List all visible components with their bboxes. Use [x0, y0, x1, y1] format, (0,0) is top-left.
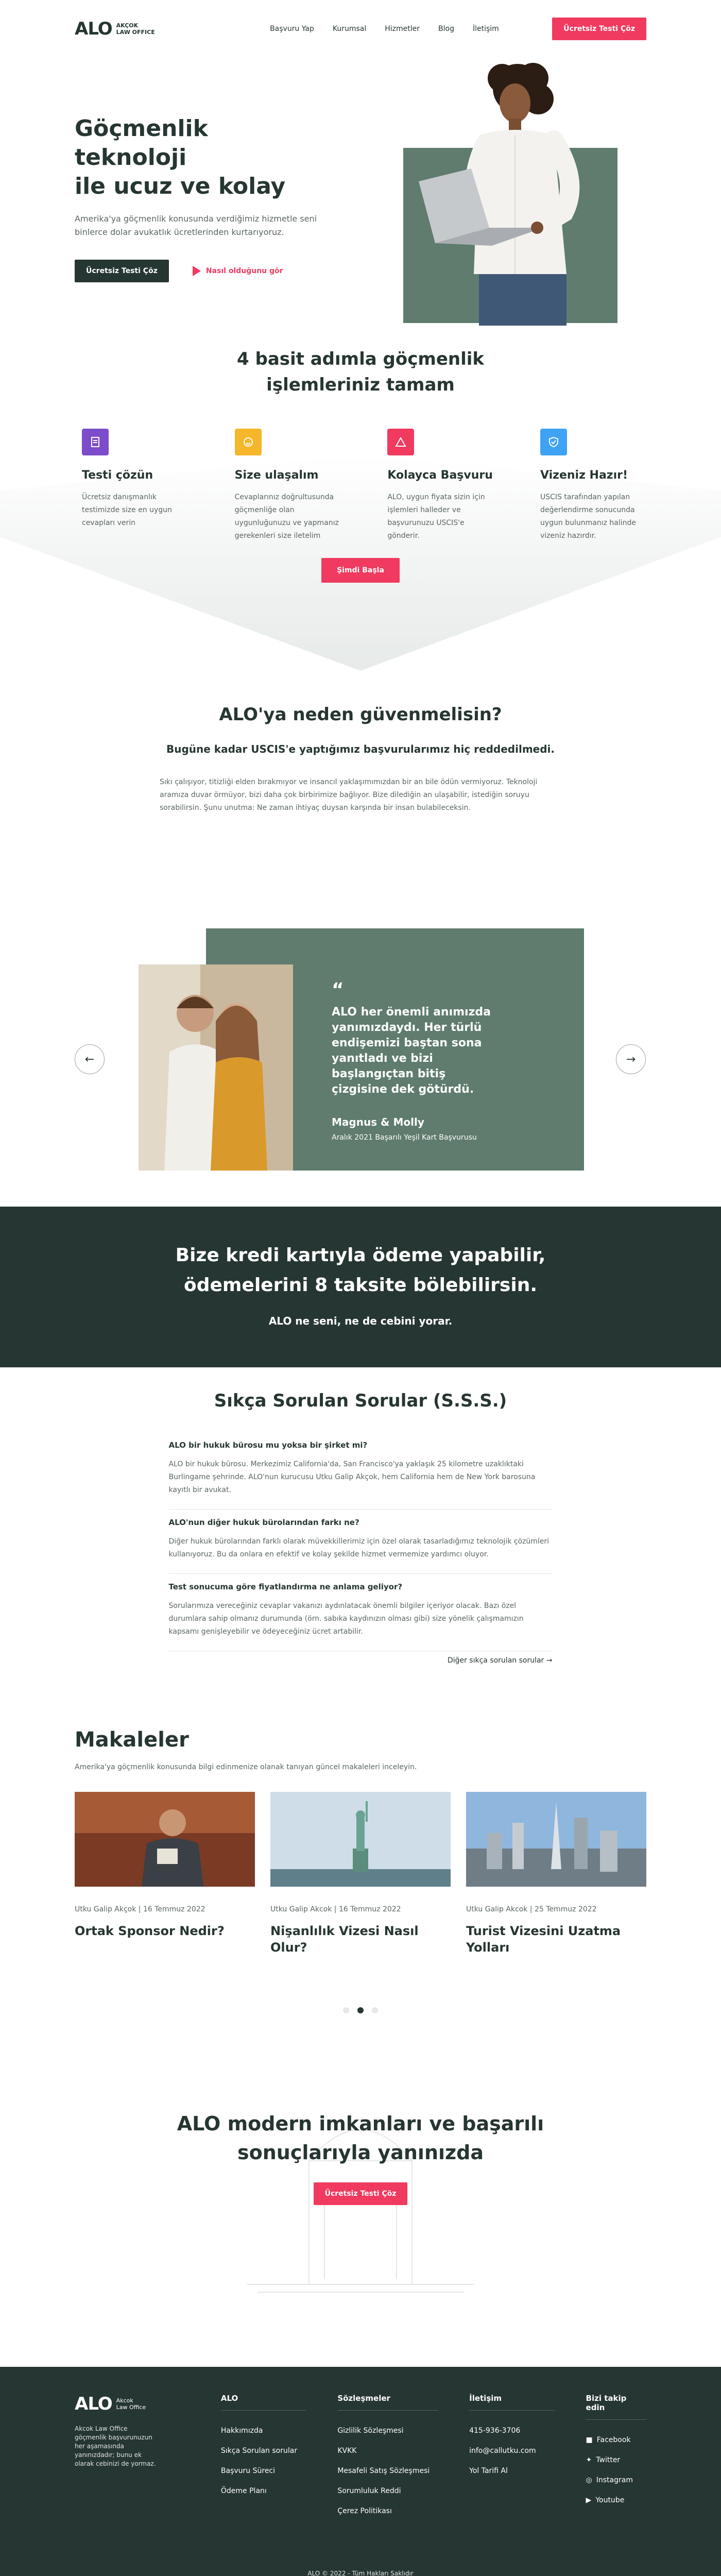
logo-text: AKÇOK LAW OFFICE	[116, 22, 155, 36]
footer-link[interactable]: Çerez Politikası	[337, 2507, 392, 2515]
footer-brand	[75, 2394, 221, 2521]
footer-directions[interactable]: Yol Tarifi Al	[469, 2467, 508, 2475]
footer-link[interactable]: Başvuru Süreci	[220, 2467, 276, 2475]
faq-section	[0, 1367, 721, 1723]
shield-check-icon	[540, 429, 567, 455]
footer-logo[interactable]: ALO Akcok Law Office	[75, 2394, 146, 2414]
copyright: ALO © 2022 - Tüm Hakları Saklıdır	[307, 2570, 414, 2576]
hero-test-button[interactable]: Ücretsiz Testi Çöz	[75, 260, 169, 282]
hero-description: Amerika'ya göçmenlik konusunda verdiğimiz hizmetle seni binlerce dolar avukatlık ücretlerinden kurtarıyoruz.	[75, 214, 317, 237]
article-image	[75, 1792, 255, 1887]
footer-link[interactable]: Hakkımızda	[220, 2427, 263, 2435]
logo[interactable]	[75, 19, 155, 39]
faq-item[interactable]	[169, 1510, 553, 1574]
step-item	[75, 429, 188, 543]
footer-link[interactable]: Sıkça Sorulan sorular	[220, 2447, 298, 2455]
articles-description: Amerika'ya göçmenlik konusunda bilgi edinmenize olanak tanıyan güncel makaleleri inceleyin.	[75, 1763, 417, 1771]
step-title: Vizeniz Hazır!	[540, 469, 628, 482]
trust-text: Sıkı çalışıyor, titizliği elden bırakmıyor ve insancıl yaklaşımımızdan bir an bile ödün vermiyoruz. Teknoloji aramıza duvar örmüyor, bizi daha çok birbirimize bağlıyor. Bize dilediğin an ulaşabilir, istediğin soruyu sorabilirsin. Şunu unutma: Ne zaman ihtiyaç duysan karşında bir insan bulabileceksin.	[160, 778, 538, 812]
faq-question: Test sonucuma göre fiyatlandırma ne anlama geliyor?	[168, 1582, 403, 1591]
article-title: Ortak Sponsor Nedir?	[75, 1924, 225, 1938]
faq-question: ALO bir hukuk bürosu mu yoksa bir şirket mi?	[168, 1440, 368, 1450]
footer-social-instagram[interactable]: ◎ Instagram	[586, 2470, 646, 2490]
faq-title: Sıkça Sorulan Sorular (S.S.S.)	[214, 1391, 507, 1411]
hero-section	[75, 58, 646, 346]
next-arrow-button[interactable]	[616, 1044, 646, 1074]
logo-mark: ALO	[75, 19, 112, 39]
footer-social-facebook[interactable]: ■ Facebook	[586, 2430, 646, 2450]
footer-column-social: Bizi takip edin ■ Facebook ✦ Twitter ◎ Instagram ▶ Youtube	[586, 2394, 646, 2521]
carousel-dot[interactable]	[372, 2007, 378, 2013]
carousel-dot-active[interactable]	[357, 2007, 364, 2013]
steps-section	[0, 346, 721, 681]
nav-item-apply[interactable]: Başvuru Yap	[270, 25, 314, 33]
article-meta: Utku Galip Akcok | 25 Temmuz 2022	[466, 1905, 597, 1913]
article-title: Nişanlılık Vizesi Nasıl Olur?	[270, 1924, 419, 1955]
article-card[interactable]	[270, 1792, 451, 1956]
cta-title: ALO modern imkanları ve başarılı sonuçlarıyla yanınızda	[177, 2112, 544, 2164]
article-title: Turist Vizesini Uzatma Yolları	[466, 1924, 621, 1955]
start-now-button[interactable]: Şimdi Başla	[321, 558, 400, 583]
nav-item-services[interactable]: Hizmetler	[385, 25, 420, 33]
trust-subtitle: Bugüne kadar USCIS'e yaptığımız başvurularımız hiç reddedilmedi.	[166, 743, 555, 755]
footer-link[interactable]: Gizlilik Sözleşmesi	[337, 2427, 404, 2435]
footer-brand-text: Akcok Law Office göçmenlik başvurunuzun her aşamasında yanınızdadır; bunu ek olarak cebinizi de yormaz.	[75, 2425, 156, 2467]
article-image	[270, 1792, 451, 1887]
header-test-button[interactable]: Ücretsiz Testi Çöz	[552, 18, 646, 40]
step-desc: Ücretsiz danışmanlık testimizde size en uygun cevapları verin	[82, 493, 172, 527]
step-item	[533, 429, 646, 543]
payment-subtitle: ALO ne seni, ne de cebini yorar.	[268, 1315, 453, 1327]
faq-item[interactable]	[169, 1574, 553, 1651]
couple-photo	[139, 964, 293, 1171]
testimonial-section	[0, 913, 721, 1207]
article-image	[466, 1792, 646, 1887]
quote-icon: “	[332, 979, 344, 1001]
footer-social-youtube[interactable]: ▶ Youtube	[586, 2490, 646, 2511]
article-card[interactable]	[466, 1792, 646, 1956]
facebook-icon: ■	[586, 2436, 593, 2444]
carousel-dots	[75, 2007, 646, 2013]
arrow-left-icon: ←	[84, 1053, 95, 1066]
footer-link[interactable]: Ödeme Planı	[220, 2487, 267, 2495]
site-footer	[0, 2367, 721, 2576]
step-desc: Cevaplarınız doğrultusunda göçmenliğe olan uygunluğunuzu ve yapmanız gerekenleri size iletelim	[234, 493, 339, 540]
arrow-right-icon: →	[546, 1656, 553, 1665]
step-item	[228, 429, 341, 543]
article-meta: Utku Galip Akçok | 16 Temmuz 2022	[75, 1905, 205, 1913]
prev-arrow-button[interactable]	[75, 1044, 105, 1074]
steps-title: 4 basit adımla göçmenlik işlemleriniz tamam	[236, 349, 485, 395]
footer-phone[interactable]: 415-936-3706	[469, 2427, 521, 2435]
faq-item[interactable]	[169, 1432, 553, 1510]
testimonial-quote: ALO her önemli anımızda yanımızdaydı. Her türlü endişemizi baştan sona yanıtladı ve bizi başlangıçtan bitiş çizgisine dek götürdü.	[332, 1006, 491, 1096]
hero-title: Göçmenlik teknoloji ile ucuz ve kolay	[75, 115, 286, 199]
faq-question: ALO'nun diğer hukuk bürolarından farkı ne?	[168, 1518, 359, 1527]
twitter-icon: ✦	[586, 2456, 592, 2464]
main-nav	[270, 25, 499, 33]
payment-title: Bize kredi kartıyla ödeme yapabilir, ödemelerini 8 taksite bölebilirsin.	[175, 1245, 546, 1296]
faq-answer: Diğer hukuk bürolarından farklı olarak müvekkillerimiz için özel olarak tasarladığımız teknolojik çözümleri kullanıyoruz. Bu da onlara en efektif ve kolay şekilde hizmet vermemize yardımcı oluyor.	[168, 1537, 550, 1558]
steps-list	[75, 429, 646, 543]
watch-video-link[interactable]: Nasıl olduğunu gör	[193, 266, 283, 276]
arrow-right-icon: →	[626, 1053, 636, 1066]
youtube-icon: ▶	[586, 2496, 592, 2504]
testimonial-content	[332, 979, 496, 1142]
trust-section	[75, 681, 646, 913]
step-title: Size ulaşalım	[234, 469, 319, 482]
step-title: Kolayca Başvuru	[387, 469, 493, 482]
smile-icon	[235, 429, 262, 455]
footer-link[interactable]: Mesafeli Satış Sözleşmesi	[337, 2467, 430, 2475]
footer-column-contact: İletişim 415-936-3706 info@callutku.com Yol Tarifi Al	[469, 2394, 555, 2521]
articles-title: Makaleler	[75, 1728, 189, 1752]
faq-answer: Sorularımıza vereceğiniz cevaplar vakanızı aydınlatacak önemli bilgiler içeriyor olacak. Bazı özel durumlara sahip olmanız durumunda (örn. sabıka kaydınızın olması gibi) size yönelik çalışmamızın kapsamı genişleyebilir ve ödeyeceğiniz ücret artabilir.	[168, 1602, 524, 1636]
nav-item-blog[interactable]: Blog	[438, 25, 454, 33]
footer-column-contracts: Sözleşmeler Gizlilik Sözleşmesi KVKK Mesafeli Satış Sözleşmesi Sorumluluk Reddi Çerez Politikası	[337, 2394, 438, 2521]
cta-section	[0, 2078, 721, 2367]
footer-email[interactable]: info@callutku.com	[469, 2447, 536, 2455]
testimonial-meta: Aralık 2021 Başarılı Yeşil Kart Başvurusu	[332, 1133, 477, 1142]
faq-answer: ALO bir hukuk bürosu. Merkezimiz California'da, San Francisco'ya yaklaşık 25 kilometre uzaklıktaki Burlingame şehrinde. ALO'nun kurucusu Utku Galip Akçok, hem California hem de New York barosuna kayıtlı bir avukat.	[168, 1460, 536, 1494]
step-item	[380, 429, 493, 543]
document-icon	[82, 429, 109, 455]
step-desc: ALO, uygun fiyata sizin için işlemleri halleder ve başvurunuzu USCIS'e gönderir.	[387, 493, 485, 540]
nav-item-corporate[interactable]: Kurumsal	[332, 25, 367, 33]
carousel-dot[interactable]	[343, 2007, 349, 2013]
payment-band	[0, 1207, 721, 1367]
article-card[interactable]	[75, 1792, 255, 1956]
nav-item-contact[interactable]: İletişim	[472, 25, 499, 33]
warning-icon	[387, 429, 414, 455]
faq-more-link[interactable]: Diğer sıkça sorulan sorular →	[447, 1656, 553, 1665]
instagram-icon: ◎	[586, 2476, 592, 2484]
footer-column-alo: ALO Hakkımızda Sıkça Sorulan sorular Başvuru Süreci Ödeme Planı	[221, 2394, 306, 2521]
articles-section	[75, 1723, 646, 2078]
hero-woman-laptop-image	[363, 58, 631, 326]
trust-title: ALO'ya neden güvenmelisin?	[219, 704, 502, 725]
step-desc: USCIS tarafından yapılan değerlendirme sonucunda uygun bulunmanız halinde vizeniz hazırdır.	[540, 493, 636, 540]
play-icon	[193, 266, 201, 276]
testimonial-name: Magnus & Molly	[332, 1116, 424, 1128]
step-title: Testi çözün	[82, 469, 153, 482]
footer-link[interactable]: KVKK	[337, 2447, 357, 2455]
site-header	[0, 0, 721, 58]
footer-social-twitter[interactable]: ✦ Twitter	[586, 2450, 646, 2470]
cta-test-button[interactable]: Ücretsiz Testi Çöz	[314, 2182, 408, 2205]
article-meta: Utku Galip Akcok | 16 Temmuz 2022	[270, 1905, 401, 1913]
footer-link[interactable]: Sorumluluk Reddi	[337, 2487, 401, 2495]
